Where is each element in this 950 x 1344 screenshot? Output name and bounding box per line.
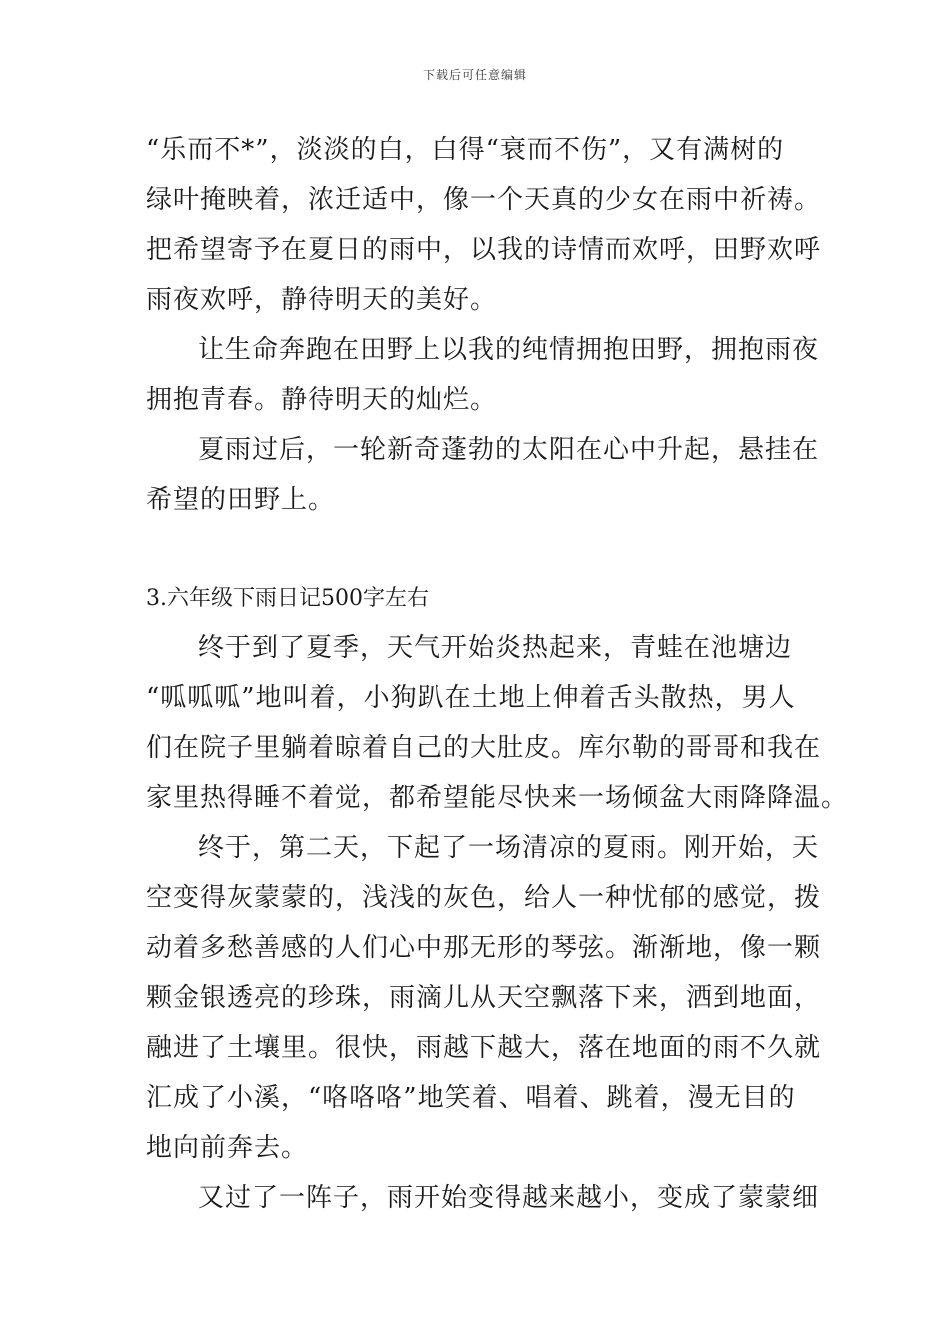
text-line: 汇成了小溪，“咯咯咯”地笑着、唱着、跳着，漫无目的	[146, 1083, 796, 1113]
text-line: 家里热得睡不着觉，都希望能尽快来一场倾盆大雨降降温。	[146, 783, 849, 813]
paragraph-start-line: 让生命奔跑在田野上以我的纯情拥抱田野，拥抱雨夜	[198, 335, 820, 365]
paragraph-start-line: 又过了一阵子，雨开始变得越来越小，变成了蒙蒙细	[198, 1183, 820, 1213]
text-line: 雨夜欢呼，静待明天的美好。	[146, 285, 498, 315]
paragraph-start-line: 终于，第二天，下起了一场清凉的夏雨。刚开始，天	[198, 833, 820, 863]
text-line: 融进了土壤里。很快，雨越下越大，落在地面的雨不久就	[146, 1033, 822, 1063]
text-line: 地向前奔去。	[146, 1133, 309, 1163]
text-line: 拥抱青春。静待明天的灿烂。	[146, 385, 498, 415]
text-line: 颗金银透亮的珍珠，雨滴儿从天空飘落下来，洒到地面，	[146, 983, 822, 1013]
paragraph-start-line: 夏雨过后，一轮新奇蓬勃的太阳在心中升起，悬挂在	[198, 435, 820, 465]
text-line: 空变得灰蒙蒙的，浅浅的灰色，给人一种忧郁的感觉，拨	[146, 883, 822, 913]
page-header: 下载后可任意编辑	[422, 68, 527, 82]
text-line: 把希望寄予在夏日的雨中，以我的诗情而欢呼，田野欢呼	[146, 235, 822, 265]
text-line: 动着多愁善感的人们心中那无形的琴弦。渐渐地，像一颗	[146, 933, 822, 963]
text-line: “呱呱呱”地叫着，小狗趴在土地上伸着舌头散热，男人	[146, 683, 796, 713]
text-line: 们在院子里躺着晾着自己的大肚皮。库尔勒的哥哥和我在	[146, 733, 822, 763]
text-line: “乐而不*”，淡淡的白，白得“衰而不伤”，又有满树的	[146, 135, 785, 165]
paragraph-start-line: 终于到了夏季，天气开始炎热起来，青蛙在池塘边	[198, 633, 793, 663]
section-heading: 3.六年级下雨日记500字左右	[146, 586, 429, 611]
text-line: 绿叶掩映着，浓迁适中，像一个天真的少女在雨中祈祷。	[146, 185, 822, 215]
text-line: 希望的田野上。	[146, 485, 336, 515]
